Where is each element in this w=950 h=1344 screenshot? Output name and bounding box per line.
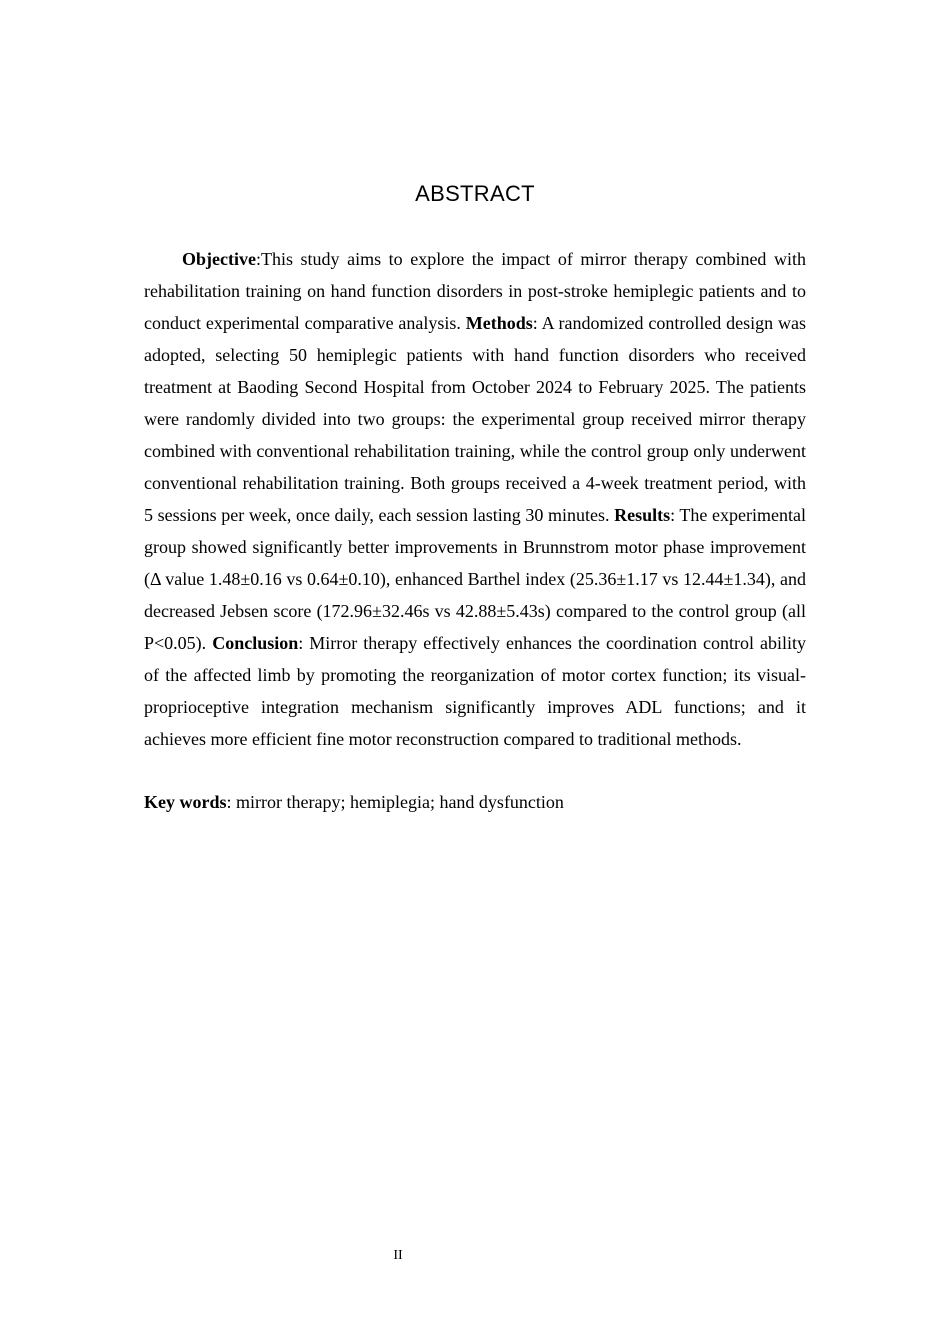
objective-label: Objective: [182, 249, 256, 269]
keywords-separator: :: [226, 792, 232, 812]
conclusion-text: Mirror therapy effectively enhances the coordination control ability of the affected limb by promoting the reorganization of motor cortex function; its visual-proprioceptive integration mechanism significantly improves ADL functions; and it achieves more efficient fine motor reconstruction compared to traditional methods.: [144, 633, 807, 749]
keywords-label: Key words: [144, 792, 227, 812]
results-label: Results: [614, 505, 671, 525]
methods-separator: :: [532, 313, 538, 333]
objective-text: This study aims to explore the impact of mirror therapy combined with rehabilitation training on hand function disorders in post-stroke hemiplegic patients and to conduct experimental comparative analysis.: [144, 249, 806, 333]
keywords-line: [144, 786, 806, 818]
methods-text: A randomized controlled design was adopted, selecting 50 hemiplegic patients with hand function disorders who received treatment at Baoding Second Hospital from October 2024 to February 2025. The patients were randomly divided into two groups: the experimental group received mirror therapy combined with conventional rehabilitation training, while the control group only underwent conventional rehabilitation training. Both groups received a 4-week treatment period, with 5 sessions per week, once daily, each session lasting 30 minutes.: [144, 313, 806, 525]
results-text: The experimental group showed significantly better improvements in Brunnstrom motor phase improvement (Δ value 1.48±0.16 vs 0.64±0.10), enhanced Barthel index (25.36±1.17 vs 12.44±1.34), and decreased Jebsen score (172.96±32.46s vs 42.88±5.43s) compared to the control group (all P<0.05).: [144, 505, 806, 653]
objective-separator: :: [255, 249, 261, 269]
abstract-paragraph: [144, 243, 806, 755]
page-number: II: [393, 1248, 403, 1263]
keywords-text: mirror therapy; hemiplegia; hand dysfunction: [231, 792, 564, 812]
conclusion-label: Conclusion: [212, 633, 299, 653]
page-title: ABSTRACT: [415, 181, 535, 206]
methods-label: Methods: [465, 313, 533, 333]
results-separator: :: [670, 505, 676, 525]
conclusion-separator: :: [298, 633, 304, 653]
